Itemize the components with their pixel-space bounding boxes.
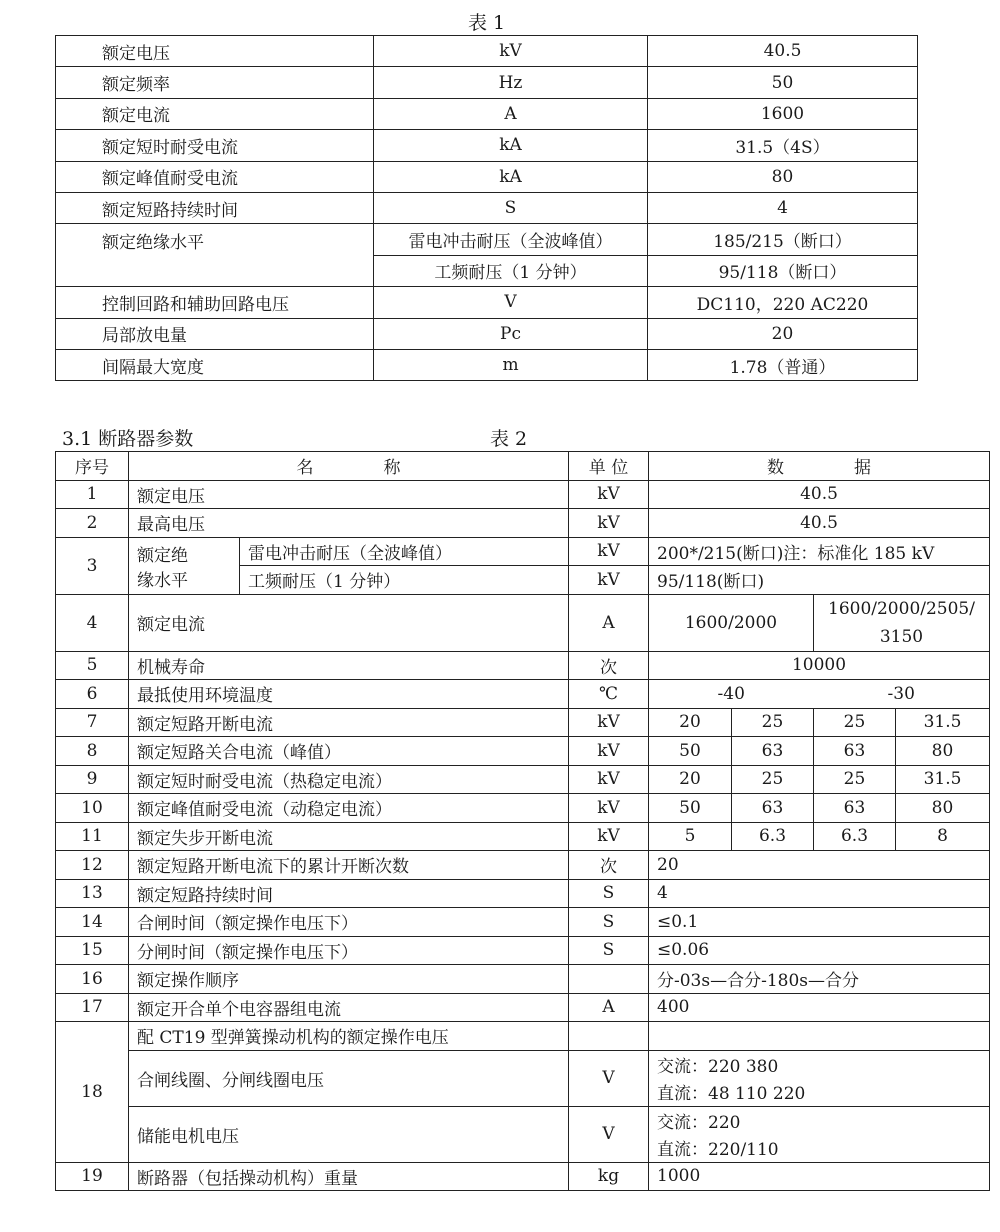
row-value: ≤0.1 <box>649 908 990 937</box>
row-value: 25 <box>732 765 814 794</box>
row-value: 31.5 <box>896 765 990 794</box>
row-name: 配 CT19 型弹簧操动机构的额定操作电压 <box>129 1022 569 1051</box>
row-no: 18 <box>56 1022 129 1163</box>
row-unit: kV <box>569 737 649 766</box>
row-name: 额定电压 <box>129 480 569 509</box>
section-title: 3.1 断路器参数 <box>62 428 194 450</box>
row-name: 额定峰值耐受电流（动稳定电流） <box>129 794 569 823</box>
row-unit: kg <box>569 1162 649 1191</box>
param-name: 额定电流 <box>56 98 374 129</box>
table-row <box>56 1106 990 1134</box>
row-value: 80 <box>896 737 990 766</box>
table-row <box>56 1162 990 1191</box>
param-unit: V <box>374 287 648 318</box>
row-value: 80 <box>896 794 990 823</box>
header-name-part: 名 <box>296 458 314 479</box>
param-value: 1.78（普通） <box>648 349 918 380</box>
table-row <box>56 879 990 908</box>
table-row <box>56 680 990 709</box>
row-no: 9 <box>56 765 129 794</box>
table-row <box>56 67 918 98</box>
row-no: 1 <box>56 480 129 509</box>
table-row <box>56 965 990 994</box>
param-unit: kA <box>374 130 648 161</box>
table-row <box>56 349 918 380</box>
row-no: 13 <box>56 879 129 908</box>
param-value: DC110，220 AC220 <box>648 287 918 318</box>
table-row <box>56 822 990 851</box>
table1-caption: 表 1 <box>468 12 506 34</box>
row-value: ≤0.06 <box>649 936 990 965</box>
table-row <box>56 480 990 509</box>
header-unit: 单 位 <box>569 452 649 481</box>
param-name: 额定短路持续时间 <box>56 192 374 223</box>
param-name: 额定峰值耐受电流 <box>56 161 374 192</box>
row-name-line: 缘水平 <box>137 570 188 591</box>
row-unit: 次 <box>569 851 649 880</box>
table-row <box>56 765 990 794</box>
row-value: 10000 <box>649 651 990 680</box>
param-value: 80 <box>648 161 918 192</box>
param-unit: Pc <box>374 318 648 349</box>
row-value: 1000 <box>649 1162 990 1191</box>
table-row <box>56 318 918 349</box>
table-row <box>56 509 990 538</box>
row-value: 20 <box>649 851 990 880</box>
row-value: 50 <box>649 737 732 766</box>
row-value: 直流：48 110 220 <box>649 1078 990 1106</box>
row-value: 直流：220/110 <box>649 1134 990 1162</box>
row-value: 25 <box>814 765 896 794</box>
table-row <box>56 161 918 192</box>
row-value <box>814 594 990 651</box>
header-data-part: 据 <box>854 458 871 479</box>
param-value: 95/118（断口） <box>648 255 918 286</box>
table-row <box>56 98 918 129</box>
table-row <box>56 287 918 318</box>
row-name-line: 额定绝 <box>137 545 188 566</box>
row-value: 95/118(断口) <box>649 566 990 595</box>
table-row <box>56 594 990 651</box>
param-unit: S <box>374 192 648 223</box>
row-no: 3 <box>56 537 129 594</box>
table-row <box>56 737 990 766</box>
row-value: 4 <box>649 879 990 908</box>
param-unit: Hz <box>374 67 648 98</box>
row-name: 额定短路开断电流 <box>129 708 569 737</box>
row-value: 20 <box>649 765 732 794</box>
row-value-line: 1600/2000/2505/ <box>828 598 975 619</box>
row-unit: ℃ <box>569 680 649 709</box>
row-name: 额定短路关合电流（峰值） <box>129 737 569 766</box>
row-no: 7 <box>56 708 129 737</box>
row-no: 8 <box>56 737 129 766</box>
row-name: 分闸时间（额定操作电压下） <box>129 936 569 965</box>
row-no: 6 <box>56 680 129 709</box>
row-value: 50 <box>649 794 732 823</box>
row-name: 断路器（包括操动机构）重量 <box>129 1162 569 1191</box>
row-no: 4 <box>56 594 129 651</box>
row-unit: kV <box>569 537 649 566</box>
row-unit: kV <box>569 765 649 794</box>
row-value: 200*/215(断口)注：标准化 185 kV <box>649 537 990 566</box>
row-unit: V <box>569 1050 649 1106</box>
table-row <box>56 130 918 161</box>
header-no: 序号 <box>56 452 129 481</box>
param-unit: A <box>374 98 648 129</box>
row-no: 11 <box>56 822 129 851</box>
row-unit: S <box>569 879 649 908</box>
row-value-line: 3150 <box>879 626 924 647</box>
row-value: 63 <box>814 737 896 766</box>
row-no: 17 <box>56 993 129 1022</box>
row-name: 额定电流 <box>129 594 569 651</box>
row-unit: S <box>569 936 649 965</box>
row-value: 分-03s—合分-180s—合分 <box>649 965 990 994</box>
row-value: 400 <box>649 993 990 1022</box>
row-value: 63 <box>732 794 814 823</box>
row-value: 8 <box>896 822 990 851</box>
param-value: 31.5（4S） <box>648 130 918 161</box>
table-row <box>56 1022 990 1051</box>
row-unit: kV <box>569 509 649 538</box>
row-name: 最抵使用环境温度 <box>129 680 569 709</box>
row-value: 63 <box>814 794 896 823</box>
table-row <box>56 794 990 823</box>
row-value: 63 <box>732 737 814 766</box>
param-name: 额定绝缘水平 <box>56 224 374 287</box>
table-row <box>56 908 990 937</box>
table-row <box>56 1050 990 1078</box>
row-no: 14 <box>56 908 129 937</box>
rated-parameters-table <box>55 35 918 381</box>
param-value: 4 <box>648 192 918 223</box>
row-unit: kV <box>569 566 649 595</box>
row-no: 10 <box>56 794 129 823</box>
header-data-part: 数 <box>767 458 784 479</box>
row-value: 25 <box>814 708 896 737</box>
row-unit: 次 <box>569 651 649 680</box>
row-sub: 雷电冲击耐压（全波峰值） <box>240 537 569 566</box>
row-unit: kV <box>569 794 649 823</box>
table-row <box>56 537 990 566</box>
row-name: 额定失步开断电流 <box>129 822 569 851</box>
row-name: 额定短时耐受电流（热稳定电流） <box>129 765 569 794</box>
row-value: 25 <box>732 708 814 737</box>
row-name: 额定操作顺序 <box>129 965 569 994</box>
row-name: 最高电压 <box>129 509 569 538</box>
row-unit: A <box>569 594 649 651</box>
param-unit: kA <box>374 161 648 192</box>
row-name <box>129 537 240 594</box>
header-row <box>56 452 990 481</box>
row-value: -30 <box>814 680 990 709</box>
row-sub: 工频耐压（1 分钟） <box>240 566 569 595</box>
row-value: 5 <box>649 822 732 851</box>
param-value: 1600 <box>648 98 918 129</box>
row-value: 1600/2000 <box>649 594 814 651</box>
row-unit: S <box>569 908 649 937</box>
param-value: 185/215（断口） <box>648 224 918 255</box>
row-no: 19 <box>56 1162 129 1191</box>
row-no: 12 <box>56 851 129 880</box>
param-unit: kV <box>374 36 648 67</box>
param-name: 控制回路和辅助回路电压 <box>56 287 374 318</box>
row-value: 31.5 <box>896 708 990 737</box>
header-data <box>649 452 990 481</box>
param-value: 20 <box>648 318 918 349</box>
param-sub: 工频耐压（1 分钟） <box>374 255 648 286</box>
param-value: 50 <box>648 67 918 98</box>
param-value: 40.5 <box>648 36 918 67</box>
circuit-breaker-parameters-table <box>55 451 990 1191</box>
row-name: 额定短路持续时间 <box>129 879 569 908</box>
param-name: 额定短时耐受电流 <box>56 130 374 161</box>
row-no: 5 <box>56 651 129 680</box>
row-unit: kV <box>569 708 649 737</box>
param-name: 额定频率 <box>56 67 374 98</box>
row-name: 额定短路开断电流下的累计开断次数 <box>129 851 569 880</box>
row-value: 40.5 <box>649 480 990 509</box>
row-no: 16 <box>56 965 129 994</box>
param-name: 间隔最大宽度 <box>56 349 374 380</box>
row-value: -40 <box>649 680 814 709</box>
row-no: 15 <box>56 936 129 965</box>
table-row <box>56 36 918 67</box>
row-value <box>649 1022 990 1051</box>
param-sub: 雷电冲击耐压（全波峰值） <box>374 224 648 255</box>
param-name: 局部放电量 <box>56 318 374 349</box>
row-name: 合闸时间（额定操作电压下） <box>129 908 569 937</box>
row-no: 2 <box>56 509 129 538</box>
table-row <box>56 192 918 223</box>
param-unit: m <box>374 349 648 380</box>
table2-caption: 表 2 <box>490 428 528 450</box>
row-name: 机械寿命 <box>129 651 569 680</box>
table-row <box>56 651 990 680</box>
row-unit <box>569 1022 649 1051</box>
row-value: 6.3 <box>814 822 896 851</box>
table-row <box>56 224 918 255</box>
row-name: 额定开合单个电容器组电流 <box>129 993 569 1022</box>
row-value: 20 <box>649 708 732 737</box>
row-name: 储能电机电压 <box>129 1106 569 1162</box>
table-row <box>56 993 990 1022</box>
row-value: 40.5 <box>649 509 990 538</box>
table-row <box>56 851 990 880</box>
row-value: 交流：220 380 <box>649 1050 990 1078</box>
row-value: 6.3 <box>732 822 814 851</box>
header-name <box>129 452 569 481</box>
row-unit <box>569 965 649 994</box>
param-name: 额定电压 <box>56 36 374 67</box>
row-unit: kV <box>569 480 649 509</box>
table-row <box>56 936 990 965</box>
row-value: 交流：220 <box>649 1106 990 1134</box>
row-unit: kV <box>569 822 649 851</box>
row-unit: V <box>569 1106 649 1162</box>
header-name-part: 称 <box>383 458 401 479</box>
row-unit: A <box>569 993 649 1022</box>
row-name: 合闸线圈、分闸线圈电压 <box>129 1050 569 1106</box>
table-row <box>56 708 990 737</box>
